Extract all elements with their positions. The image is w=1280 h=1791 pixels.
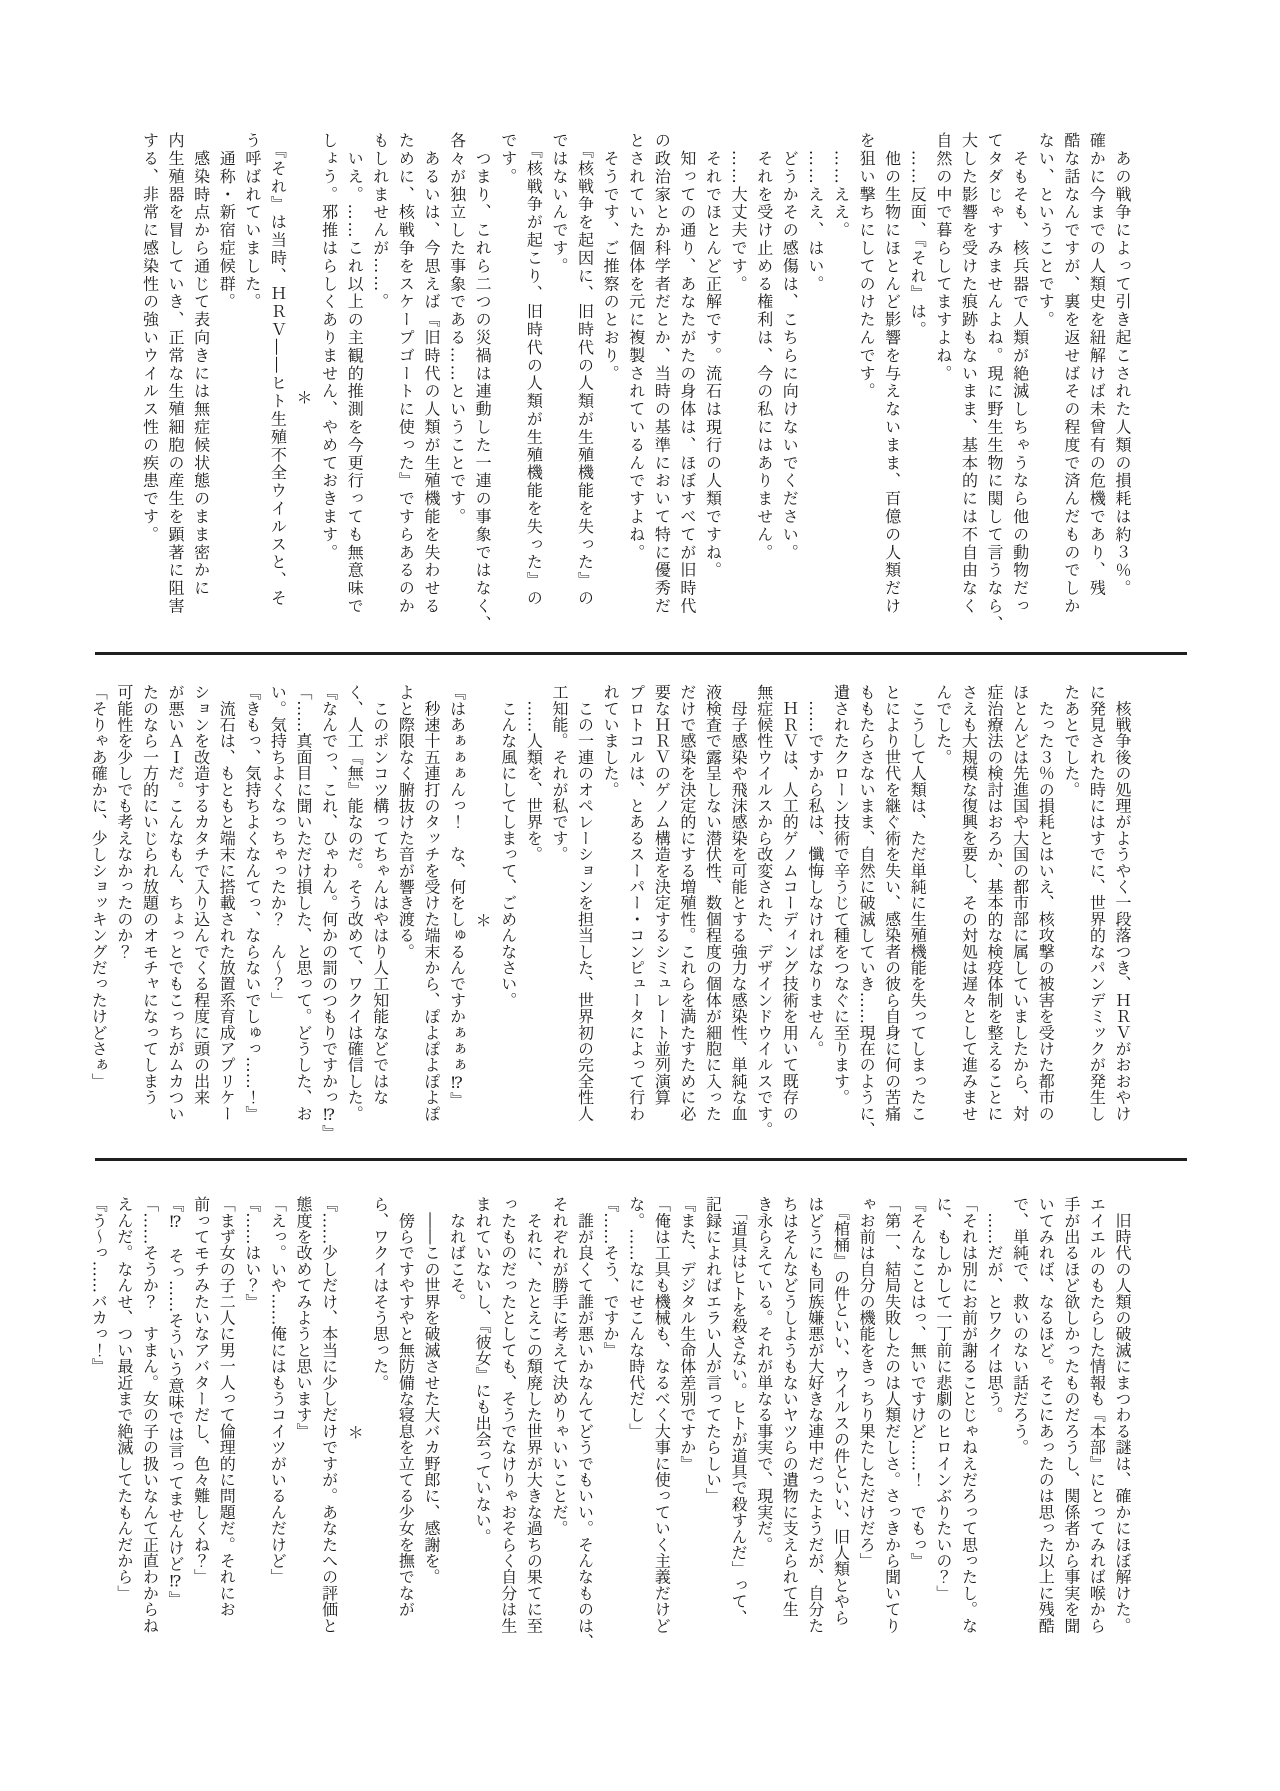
text-column: れていました。 — [601, 684, 621, 798]
text-column: どうかその感傷は、こちらに向けないでください。 — [780, 132, 800, 562]
text-column: ちはそんなどうしようもないヤツらの遺物に支えられて生 — [780, 1196, 800, 1618]
text-column: 液検査で露呈しない潜伏性、数個程度の個体が細胞に入った — [703, 684, 723, 1122]
text-column: 『……少しだけ、本当に少しだけですが。あなたへの評価と — [319, 1196, 339, 1634]
text-column: 「まず女の子二人に男一人って倫理的に問題だ。それにお — [217, 1196, 237, 1618]
text-column: 手が出るほど欲しかったものだろうし、関係者から事実を聞 — [1061, 1196, 1081, 1634]
text-column: 「そりゃあ確かに、少しショッキングだったけどさぁ」 — [89, 684, 109, 1089]
text-column: ……ええ。 — [831, 132, 851, 240]
text-column: に、もしかして一丁前に悲劇のヒロインぶりたいの？」 — [933, 1196, 953, 1601]
text-column: さえも大規模な復興を要し、その対処は遅々として進みませ — [959, 684, 979, 1122]
text-column: そもそも、核兵器で人類が絶滅しちゃうなら他の動物だっ — [1010, 132, 1030, 616]
text-column: いてみれば、なるほど。そこにあったのは思った以上に残酷 — [1036, 1196, 1056, 1634]
text-column: ったものだったとしても、そうでなけりゃおそらく自分は生 — [498, 1196, 518, 1634]
text-column: 「俺は工具も機械も、なるべく大事に使っていく主義だけど — [652, 1196, 672, 1634]
text-column: う呼ばれていました。 — [242, 132, 262, 311]
text-column: つまり、これら二つの災禍は連動した一連の事象ではなく、 — [473, 132, 493, 634]
text-column: い。気持ちよくなっちゃったか？ ん～？」 — [268, 684, 288, 1008]
text-column: 『また、デジタル生命体差別ですか』 — [677, 1196, 697, 1472]
text-column: えんだ。なんせ、つい最近まで絶滅してたもんだから」 — [114, 1196, 134, 1601]
text-column: を狙い撃ちにしてのけたんです。 — [857, 132, 877, 401]
text-column: ションを改造するカタチで入り込んでくる程度に頭の出来 — [191, 684, 211, 1106]
text-column: この一連のオペレーションを担当した、世界初の完全性人 — [575, 684, 595, 1122]
text-column: ……ええ、はい。 — [805, 132, 825, 294]
text-column: です。 — [498, 132, 518, 186]
text-column: ももたらさないまま、自然に破滅していき……現在のように、 — [857, 684, 877, 1138]
text-column: あの戦争によって引き起こされた人類の損耗は約３％。 — [1113, 132, 1132, 598]
text-column: そうです、ご推察のとおり。 — [601, 132, 621, 383]
text-column: いえ。……これ以上の主観的推測を今更行っても無意味で — [345, 132, 365, 616]
section-break-asterisk: ＊ — [473, 911, 493, 929]
text-column: もしれませんが……。 — [370, 132, 390, 311]
text-column: の政治家とか科学者だとか、当時の基準において特に優秀だ — [652, 132, 672, 616]
text-column: ……だが、とワクイは思う。 — [985, 1196, 1005, 1423]
section-break-asterisk: ＊ — [294, 389, 313, 407]
text-column: 知っての通り、あなたがたの身体は、ほぼすべてが旧時代 — [677, 132, 697, 616]
text-column: ＨＲＶは、人工的ゲノムコーディング技術を用いて既存の — [780, 684, 800, 1122]
text-column: 症治療法の検討はおろか、基本的な検疫体制を整えることに — [985, 684, 1005, 1122]
text-column: あるいは、今思えば『旧時代の人類が生殖機能を失わせる — [421, 132, 441, 616]
text-section-middle — [86, 684, 1135, 1156]
text-column: よと際限なく腑抜けた音が響き渡る。 — [396, 684, 416, 960]
text-column: ……ですから私は、懺悔しなければなりません。 — [805, 684, 825, 1057]
text-column: 「……そうか？ すまん。女の子の扱いなんて正直わからね — [140, 1196, 160, 1634]
text-column: 「第一、結局失敗したのは人類だしさ。さっきから聞いてり — [882, 1196, 902, 1634]
text-column: ゃお前は自分の機能をきっちり果たしただけだろ」 — [857, 1196, 877, 1569]
text-column: 『核戦争が起こり、旧時代の人類が生殖機能を失った』の — [524, 132, 544, 608]
text-column: 流石は、もともと端末に搭載された放置系育成アプリケー — [217, 684, 237, 1122]
text-column: 『核戦争を起因に、旧時代の人類が生殖機能を失った』の — [575, 132, 595, 608]
text-column: なればこそ。 — [447, 1196, 467, 1310]
text-column: 傍らですやすやと無防備な寝息を立てる少女を撫でなが — [396, 1196, 416, 1618]
text-column: ……反面、『それ』は。 — [908, 132, 928, 339]
text-column: エイエルのもたらした情報も『本部』にとってみれば喉から — [1087, 1196, 1107, 1634]
text-column: が悪いＡＩだ。こんなもん、ちょっとでもこっちがムカつい — [166, 684, 186, 1122]
text-column: 確かに今までの人類史を紐解けば未曾有の危機であり、残 — [1087, 132, 1107, 598]
text-column: こうして人類は、ただ単純に生殖機能を失ってしまったこ — [908, 684, 928, 1122]
text-column: 母子感染や飛沫感染を可能とする強力な感染性、単純な血 — [729, 684, 749, 1122]
text-column: 大した影響を受けた痕跡もないまま、基本的には不自由なく — [959, 132, 979, 616]
text-column: 自然の中で暮らしてますよね。 — [933, 132, 953, 383]
text-column: しょう。邪推はらしくありません、やめておきます。 — [319, 132, 339, 562]
text-column: たった３％の損耗とはいえ、核攻撃の被害を受けた都市の — [1036, 684, 1056, 1122]
text-column: ……人類を、世界を。 — [524, 684, 544, 863]
text-column: こんな風にしてしまって、ごめんなさい。 — [498, 684, 518, 1008]
text-column: 秒速十五連打のタッチを受けた端末から、ぽよぽよぽよぽ — [421, 684, 441, 1122]
text-column: 誰が良くて誰が悪いかなんてどうでもいい。そんなものは、 — [575, 1196, 595, 1650]
text-section-bottom — [86, 1196, 1135, 1668]
text-column: とにより世代を継ぐ術を失い、感染者の彼ら自身に何の苦痛 — [882, 684, 902, 1122]
section-divider-rule — [95, 652, 1187, 655]
text-column: ほとんどは先進国や大国の都市部に属していましたから、対 — [1010, 684, 1030, 1122]
text-column: それぞれが勝手に考えて決めりゃいいことだ。 — [549, 1196, 569, 1537]
text-column: する、非常に感染性の強いウイルス性の疾患です。 — [140, 132, 160, 544]
text-column: 『……はい？』 — [242, 1196, 262, 1310]
text-column: 態度を改めてみようと思います』 — [294, 1196, 313, 1439]
text-column: な。……なにせこんな時代だし」 — [626, 1196, 646, 1439]
text-column: 『……そう、ですか』 — [601, 1196, 621, 1358]
text-column: 「それは別にお前が謝ることじゃねえだろって思ったし。な — [959, 1196, 979, 1634]
text-column: てタダじゃすみませんよね。現に野生生物に関して言うなら、 — [985, 132, 1005, 634]
text-column: それを受け止める権利は、今の私にはありません。 — [754, 132, 774, 562]
text-column: 無症候性ウイルスから改変された、デザインドウイルスです。 — [754, 684, 774, 1138]
text-column: 『はあぁぁぁんっ！ な、何をしゅるんですかぁぁぁ⁉』 — [447, 684, 467, 1109]
text-column: 各々が独立した事象である……ということです。 — [447, 132, 467, 526]
text-column: 通称・新宿症候群。 — [217, 132, 237, 311]
text-column: に発見された時にはすでに、世界的なパンデミックが発生し — [1087, 684, 1107, 1122]
text-column: 感染時点から通じて表向きには無症候状態のまま密かに — [191, 132, 211, 598]
text-column: 『なんでっ、これ、ひゃわん。何かの罰のつもりですかっ⁉』 — [319, 684, 339, 1141]
text-column: とされていた個体を元に複製されているんですよね。 — [626, 132, 646, 562]
text-column: だけで感染を決定的にする増殖性。これらを満たすために必 — [677, 684, 697, 1122]
text-column: ……大丈夫です。 — [729, 132, 749, 294]
text-column: プロトコルは、とあるスーパー・コンピュータによって行わ — [626, 684, 646, 1122]
section-break-asterisk: ＊ — [345, 1423, 365, 1441]
text-column: 酷な話なんですが、裏を返せばその程度で済んだものでしか — [1061, 132, 1081, 616]
text-column: はどうにも同族嫌悪が大好きな連中だったようだが、自分た — [805, 1196, 825, 1634]
text-column: 遺されたクローン技術で辛うじて種をつなぐに至ります。 — [831, 684, 851, 1106]
text-column: たのなら一方的にいじられ放題のオモチャになってしまう — [140, 684, 160, 1106]
text-column: それに、たとえこの頽廃した世界が大きな過ちの果てに至 — [524, 1196, 544, 1634]
text-column: 工知能。それが私です。 — [549, 684, 569, 863]
text-column: 『きもっ、気持ちよくなんてっ、ならないでしゅっ……！』 — [242, 684, 262, 1122]
text-column: 記録によればエラい人が言ってたらしい」 — [703, 1196, 723, 1504]
text-column: で、単純で、救いのない話だろう。 — [1010, 1196, 1030, 1456]
text-column: 核戦争後の処理がようやく一段落つき、ＨＲＶがおおやけ — [1113, 684, 1132, 1122]
text-column: それでほとんど正解です。流石は現行の人類ですね。 — [703, 132, 723, 580]
text-column: 『棺桶』の件といい、ウイルスの件といい、旧人類とやら — [831, 1196, 851, 1626]
text-column: ではないんです。 — [549, 132, 569, 276]
text-column: 『そんなことはっ、無いですけど……！ でもっ』 — [908, 1196, 928, 1569]
text-section-top — [137, 132, 1135, 664]
text-column: 旧時代の人類の破滅にまつわる謎は、確かにほぼ解けた。 — [1113, 1196, 1132, 1634]
text-column: 「……真面目に聞いただけ損した、と思って。どうした、お — [294, 684, 313, 1122]
section-divider-rule — [95, 1158, 1187, 1161]
text-column: 『う～っ……バカっ！』 — [89, 1196, 109, 1375]
text-column: 可能性を少しでも考えなかったのか？ — [114, 684, 134, 960]
text-column: ――この世界を破滅させた大バカ野郎に、感謝を。 — [421, 1196, 441, 1585]
text-column: 他の生物にほとんど影響を与えないまま、百億の人類だけ — [882, 132, 902, 616]
text-column: ために、核戦争をスケープゴートに使った』ですらあるのか — [396, 132, 416, 616]
text-column: まれていないし、『彼女』にも出会っていない。 — [473, 1196, 493, 1545]
text-column: ら、ワクイはそう思った。 — [370, 1196, 390, 1391]
text-column: んでした。 — [933, 684, 953, 765]
text-column: ない、ということです。 — [1036, 132, 1056, 329]
text-column: たあとでした。 — [1061, 684, 1081, 798]
text-column: 要なＨＲＶのゲノム構造を決定するシミュレート並列演算 — [652, 684, 672, 1106]
text-column: 『それ』は当時、ＨＲＶ――ヒト生殖不全ウイルスと、そ — [268, 132, 288, 608]
text-column: 「道具はヒトを殺さない。ヒトが道具で殺すんだ」って、 — [729, 1196, 749, 1626]
text-column: 『⁉ そっ……そういう意味では言ってませんけど⁉』 — [166, 1196, 186, 1607]
text-column: 内生殖器を冒していき、正常な生殖細胞の産生を顕著に阻害 — [166, 132, 186, 616]
text-column: き永らえている。それが単なる事実で、現実だ。 — [754, 1196, 774, 1553]
text-column: く、人工『無』能なのだ。そう改めて、ワクイは確信した。 — [345, 684, 365, 1122]
text-column: 「えっ。いや……俺にはもうコイツがいるんだけど」 — [268, 1196, 288, 1585]
text-column: 前ってモチみたいなアバターだし、色々難しくね？」 — [191, 1196, 211, 1585]
text-column: このポンコツ構ってちゃんはやはり人工知能などではな — [370, 684, 390, 1106]
